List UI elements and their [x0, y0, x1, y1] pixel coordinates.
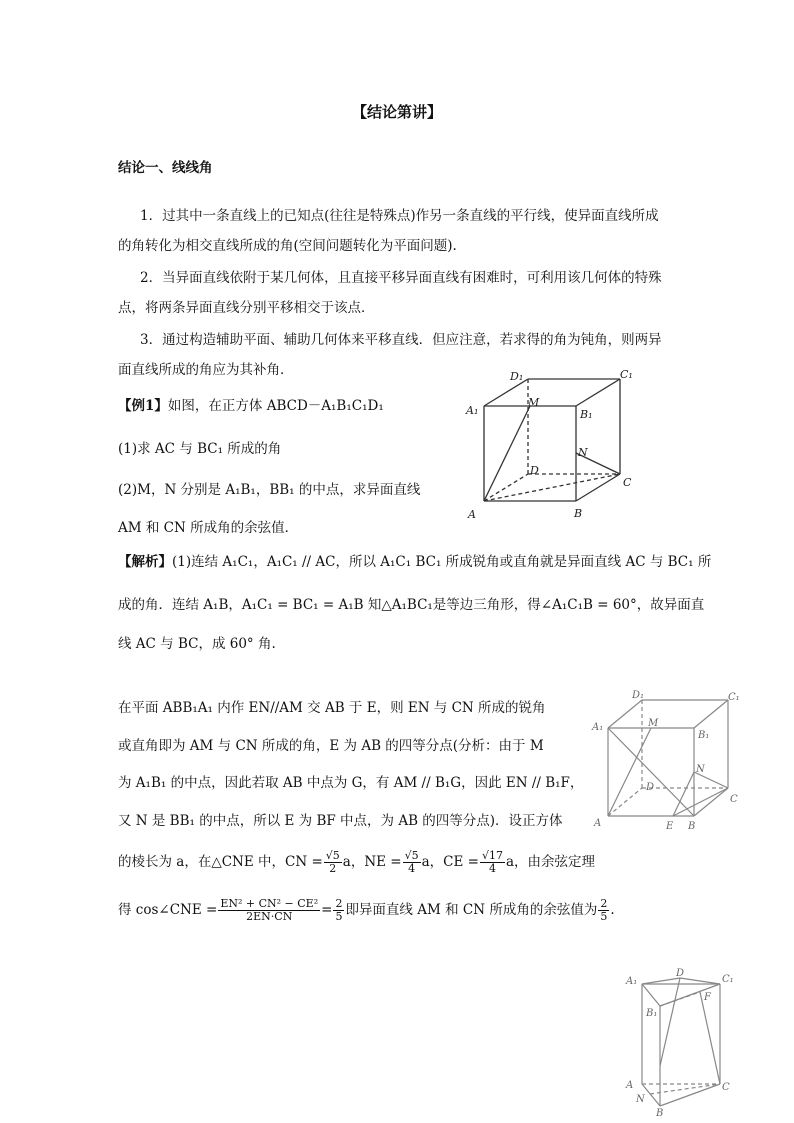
label-D: D: [530, 464, 539, 477]
item-1-line-2: 的角转化为相交直线所成的角(空间问题转化为平面问题).: [118, 238, 457, 254]
label-A1: A₁: [466, 404, 479, 417]
svg-text:B: B: [688, 821, 696, 832]
cube-figure-2: [590, 688, 750, 838]
svg-text:B₁: B₁: [646, 1008, 658, 1019]
svg-text:B: B: [656, 1108, 664, 1116]
page-title: 【结论第讲】: [351, 103, 442, 121]
example-line-4: AM 和 CN 所成角的余弦值．: [118, 520, 299, 536]
item-1-line-1: 1．过其中一条直线上的已知点(往往是特殊点)作另一条直线的平行线，使异面直线所成: [140, 208, 659, 224]
item-2-line-1: 2．当异面直线依附于某几何体，且直接平移异面直线有困难时，可利用该几何体的特殊: [140, 270, 662, 286]
svg-text:A: A: [594, 818, 602, 829]
prism-figure-3: [620, 966, 740, 1116]
solution-line-3: 线 AC 与 BC，成 60° 角.: [118, 636, 276, 652]
svg-text:A: A: [626, 1080, 634, 1091]
label-C: C: [623, 476, 632, 489]
svg-text:C₁: C₁: [722, 974, 734, 985]
example-line-3: (2)M，N 分别是 A₁B₁，BB₁ 的中点，求异面直线: [118, 482, 421, 498]
cube-figure-1: [460, 366, 640, 526]
svg-text:A₁: A₁: [626, 976, 638, 987]
svg-text:D₁: D₁: [632, 690, 645, 701]
item-2-line-2: 点，将两条异面直线分别平移相交于该点．: [118, 300, 375, 316]
label-N: N: [578, 446, 588, 459]
svg-text:N: N: [636, 1094, 645, 1105]
solution-tag: 【解析】: [118, 554, 172, 570]
svg-text:A₁: A₁: [592, 722, 604, 733]
svg-text:M: M: [648, 718, 659, 729]
solution-line-2: 成的角．连结 A₁B，A₁C₁ = BC₁ = A₁B 知△A₁BC₁是等边三角形，得∠A₁C₁B = 60°，故异面直: [118, 597, 705, 613]
label-C1: C₁: [620, 368, 633, 381]
label-D1: D₁: [510, 370, 524, 383]
svg-text:D: D: [676, 968, 685, 979]
label-A: A: [468, 508, 476, 521]
part2-line-2: 或直角即为 AM 与 CN 所成的角，E 为 AB 的四等分点(分析：由于 M: [118, 738, 544, 754]
svg-text:N: N: [696, 764, 705, 775]
item-3-line-2: 面直线所成的角应为其补角．: [118, 362, 294, 378]
svg-text:C₁: C₁: [728, 692, 740, 703]
part2-line-6: 得 cos∠CNE = $\frac{\text{EN² + CN² − CE²}}{2EN\cdot CN}$ = $\frac{2}{5}$ 即异面直线 AM 和 CN 所成角的余弦值为 $\frac{2}{5}$ .: [118, 897, 615, 923]
example-line-2: (1)求 AC 与 BC₁ 所成的角: [118, 441, 282, 457]
label-B1: B₁: [580, 408, 593, 421]
example-line-1: 如图，在正方体 ABCD－A₁B₁C₁D₁: [167, 398, 384, 414]
svg-text:B₁: B₁: [698, 730, 710, 741]
example-1: [118, 394, 384, 418]
svg-text:D: D: [646, 782, 655, 793]
part2-line-3: 为 A₁B₁ 的中点，因此若取 AB 中点为 G，有 AM // B₁G，因此 EN // B₁F，: [118, 775, 584, 791]
svg-text:C: C: [730, 794, 738, 805]
item-3-line-1: 3．通过构造辅助平面、辅助几何体来平移直线．但应注意，若求得的角为钝角，则两异: [140, 332, 662, 348]
svg-text:E: E: [666, 821, 674, 832]
solution-line-1: 【解析】(1)连结 A₁C₁，A₁C₁ // AC，所以 A₁C₁ BC₁ 所成锐角或直角就是异面直线 AC 与 BC₁ 所: [118, 554, 712, 570]
example-tag: 【例1】: [118, 398, 168, 414]
label-M: M: [528, 396, 540, 409]
part2-line-4: 又 N 是 BB₁ 的中点，所以 E 为 BF 中点，为 AB 的四等分点)．设正方体: [118, 813, 563, 829]
part2-line-1: 在平面 ABB₁A₁ 内作 EN//AM 交 AB 于 E，则 EN 与 CN 所成的锐角: [118, 700, 546, 716]
svg-text:C: C: [722, 1082, 730, 1093]
section-heading: 结论一、线线角: [118, 160, 213, 176]
label-B: B: [574, 507, 583, 520]
part2-line-5: 的棱长为 a，在△CNE 中，CN = $\frac{√5}{2}$ a，NE = $\frac{√5}{4}$ a，CE = $\frac{√17}{4}$ a，由余弦定理: [118, 849, 596, 875]
svg-text:F: F: [704, 992, 711, 1003]
